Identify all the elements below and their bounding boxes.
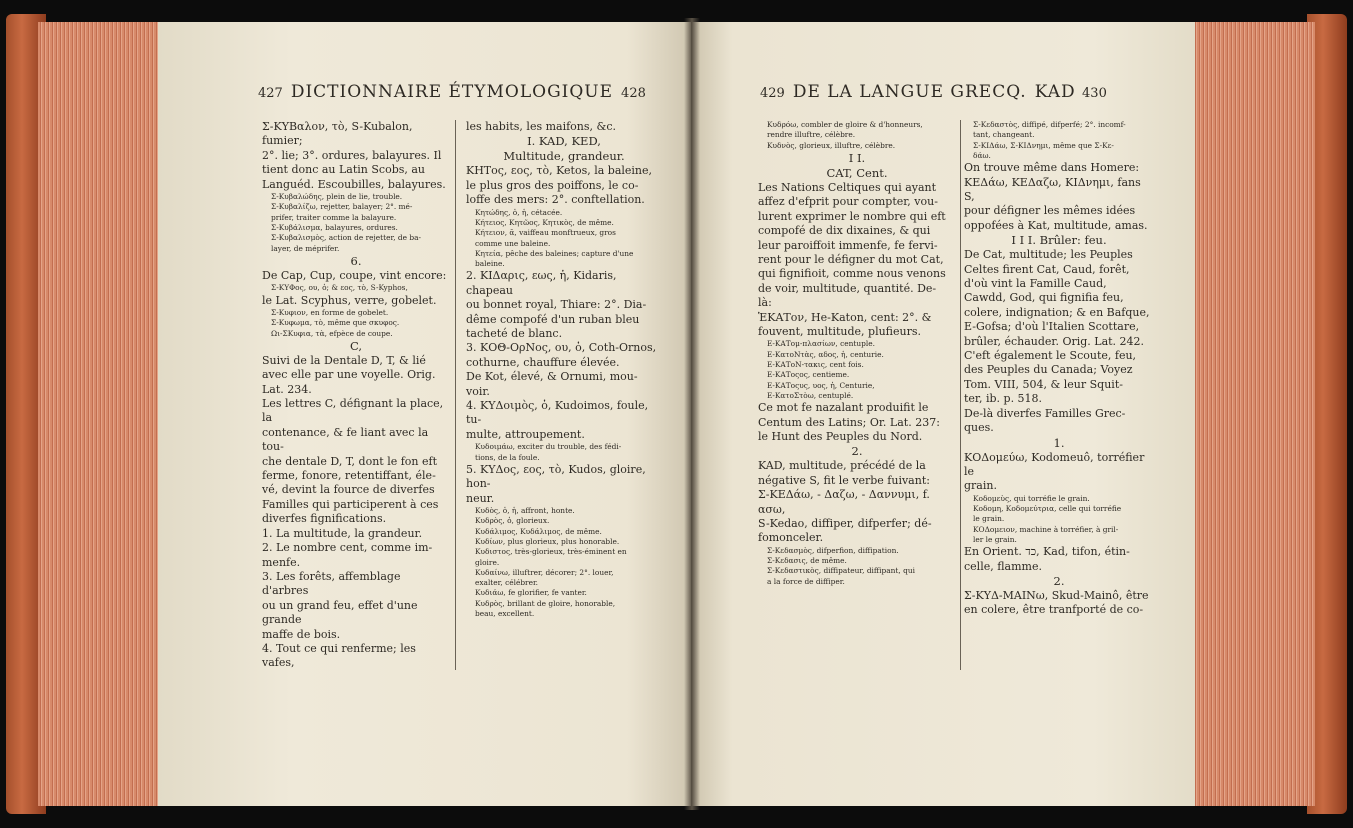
text-line: ter, ib. p. 518. [964, 392, 1043, 406]
sub-entry-line: Σ-Κυφωμα, τὸ, même que σκυφος. [271, 318, 400, 328]
text-line: qui fignifioit, comme nous venons [758, 267, 946, 281]
right-running-head [760, 82, 1107, 102]
text-line: cothurne, chauffure élevée. [466, 355, 620, 369]
text-line: en colere, être tranfporté de co- [964, 603, 1144, 617]
sub-entry-line: Σ-ΚΙΔάω, Σ-ΚΙΔνημι, même que Σ-Κε- [973, 140, 1114, 150]
text-line: Suivi de la Dentale D, T, & lié [262, 353, 426, 367]
text-line: S-Kedao, diffiper, difperfer; dé- [758, 516, 932, 530]
text-line: che dentale D, T, dont le fon eft [262, 454, 437, 468]
sub-entry-line: Κυδρόω, combler de gloire & d'honneurs, [767, 120, 923, 129]
text-line: contenance, & fe liant avec la tou- [262, 425, 429, 454]
sub-entry-line: Ε-ΚΑΤοΝ-τακις, cent fois. [767, 359, 864, 369]
sub-entry-line: Κυδνὸς, glorieux, illuftre, célèbre. [767, 140, 896, 150]
text-line: Lat. 234. [262, 382, 312, 396]
text-line: multe, attroupement. [466, 427, 585, 441]
text-line: 2. ΚΙΔαρις, εως, ἡ, Kidaris, chapeau [466, 269, 617, 297]
text-line: 2. Le nombre cent, comme im- [262, 541, 433, 555]
text-line: diverfes fignifications. [262, 512, 387, 526]
sub-entry-line: gloire. [475, 557, 500, 567]
page-number: 430 [1082, 86, 1107, 101]
section-heading: I I I. Brûler: feu. [1011, 233, 1107, 248]
text-line: affez d'efprit pour compter, vou- [758, 195, 938, 209]
sub-entry-line: Κοδομη, Κοδομεύτρια, celle qui torréfie [973, 504, 1122, 514]
sub-entry-line: le grain. [973, 514, 1005, 524]
text-line: celle, flamme. [964, 559, 1042, 573]
sub-entry-line: Σ-Κεδασμὸς, difperfion, diffipation. [767, 545, 899, 555]
text-line: ques. [964, 421, 994, 435]
sub-entry-line: Κητώδης, ὁ, ἡ, cétacée. [475, 207, 563, 217]
text-line: De Cap, Cup, coupe, vint encore: [262, 268, 447, 282]
text-line: négative S, fit le verbe fuivant: [758, 473, 930, 487]
text-line: ΚΗΤος, εος, τὸ, Ketos, la baleine, [466, 164, 653, 178]
text-line: rent pour le défigner du mot Cat, [758, 252, 944, 266]
section-heading: 2. [851, 444, 863, 459]
text-line: De Cat, multitude; les Peuples [964, 248, 1133, 262]
text-line: brûler, échauder. Orig. Lat. 242. [964, 334, 1145, 348]
page-number: 428 [621, 86, 646, 101]
sub-entry-line: Κυδιστος, très-glorieux, très-éminent en [475, 547, 627, 557]
text-line: leur paroiffoit immenfe, fe fervi- [758, 238, 938, 252]
text-line: De Kot, élevé, & Ornumi, mou- [466, 370, 638, 384]
text-line: voir. [466, 384, 490, 398]
sub-entry-line: beau, excellent. [475, 609, 535, 619]
text-line: De-là diverfes Familles Grec- [964, 406, 1126, 420]
sub-entry-line: Κυδάλιμος, Κυδάλιμος, de même. [475, 526, 602, 536]
text-line: fomonceler. [758, 531, 824, 545]
sub-entry-line: Σ-Κεδαστικὸς, diffipateur, diffipant, qui [767, 566, 915, 576]
text-line: le plus gros des poiffons, le co- [466, 178, 639, 192]
sub-entry-line: prifer, traiter comme la balayure. [271, 212, 397, 222]
sub-entry-line: Ε-ΚΑΤομ-πλασίων, centuple. [767, 339, 875, 349]
text-line: tient donc au Latin Scobs, au [262, 163, 426, 177]
sub-entry-line: Σ-Κυβαλώδης, plein de lie, trouble. [271, 192, 403, 202]
text-line: grain. [964, 479, 997, 493]
sub-entry-line: baleine. [475, 259, 505, 269]
sub-entry-line: Κυδρὸς, ὁ, glorieux. [475, 516, 550, 526]
text-line: Les lettres C, défignant la place, la [262, 397, 444, 425]
sub-entry-line: Σ-ΚΥΦος, ου, ὁ; & εος, τὸ, S-Kyphos, [271, 283, 408, 293]
section-heading: 2. [1053, 574, 1065, 589]
column-rule [960, 120, 961, 670]
sub-entry-line: Κήτειον, ᾱ, vaiffeau monftrueux, gros [475, 228, 616, 238]
sub-entry-line: Σ-Κεδασις, de même. [767, 556, 847, 566]
sub-entry-line: Κυδίων, plus glorieux, plus honorable. [475, 536, 620, 546]
text-line: colere, indignation; & en Bafque, [964, 305, 1150, 319]
sub-entry-line: Σ-Κυβάλισμα, balayures, ordures. [271, 222, 398, 232]
text-line: les habits, les maifons, &c. [466, 120, 616, 133]
column-rule [455, 120, 456, 670]
text-line: En Orient. כד, Kad, tifon, étin- [964, 545, 1130, 559]
sub-entry-line: Κητεία, pêche des baleines; capture d'une [475, 248, 634, 258]
text-line: pour défigner les mêmes idées [964, 204, 1136, 218]
right-page [692, 22, 1195, 806]
text-line: là: [758, 296, 772, 310]
text-line: tacheté de blanc. [466, 327, 563, 341]
sub-entry-line: tant, changeant. [973, 130, 1035, 140]
text-line: ΚΕΔάω, ΚΕΔαζω, ΚΙΔνημι, fans S, [964, 175, 1141, 203]
text-line: Σ-ΚΥΒαλον, τὸ, S-Kubalon, fumier; [262, 120, 413, 148]
text-line: fouvent, multitude, plufieurs. [758, 324, 921, 338]
text-line: 4. ΚΥΔοιμὸς, ὁ, Kudoimos, foule, tu- [466, 399, 649, 427]
section-heading: C, [349, 338, 363, 353]
text-line: d'où vint la Famille Caud, [964, 277, 1107, 291]
text-line: dême compofé d'un ruban bleu [466, 312, 640, 326]
section-heading: I I. [848, 150, 866, 165]
sub-entry-line: Σ-Κυβαλίζω, rejetter, balayer; 2°. mé- [271, 202, 413, 212]
book-gutter [684, 18, 700, 810]
right-column-2 [964, 120, 1154, 618]
text-line: compofé de dix dixaines, & qui [758, 224, 931, 238]
sub-entry-line: Σ-Κυβαλισμὸς, action de rejetter, de ba- [271, 233, 422, 243]
sub-entry-line: comme une baleine. [475, 238, 551, 248]
sub-entry-line: Ε-ΚΑΤοςυς, υος, ἡ, Centurie, [767, 380, 875, 390]
text-line: ou un grand feu, effet d'une grande [262, 598, 418, 627]
sub-entry-line: Κυδρὸς, brillant de gloire, honorable, [475, 598, 616, 608]
sub-entry-line: Ε-ΚατοΣτὸω, centuplé. [767, 390, 854, 400]
text-line: ou bonnet royal, Thiare: 2°. Dia- [466, 298, 647, 312]
section-key: KAD [1034, 82, 1076, 102]
text-line: oppofées à Kat, multitude, amas. [964, 218, 1148, 232]
text-line: ΚΟΔομεύω, Kodomeuô, torréfier le [964, 450, 1145, 478]
text-line: vé, devint la fource de diverfes [262, 483, 435, 497]
text-line: 4. Tout ce qui renferme; les vafes, [262, 641, 416, 670]
text-line: lurent exprimer le nombre qui eft [758, 209, 946, 223]
page-number: 429 [760, 86, 785, 101]
sub-entry-line: Κυδοιμάω, exciter du trouble, des fédi- [475, 442, 622, 452]
page-edges-right [1193, 22, 1315, 806]
left-running-head [258, 82, 646, 102]
text-line: Ce mot fe nazalant produifit le [758, 401, 929, 415]
sub-entry-line: rendre illuftre, célèbre. [767, 130, 856, 140]
text-line: menfe. [262, 555, 301, 569]
left-column-2 [466, 120, 662, 619]
text-line: Familles qui participerent à ces [262, 497, 439, 511]
sub-entry-line: exalter, célébrer. [475, 578, 539, 588]
sub-entry-line: layer, de méprifer. [271, 243, 340, 253]
sub-entry-line: Κήτειος, Κητῶος, Κητικὸς, de même. [475, 217, 614, 227]
text-line: avec elle par une voyelle. Orig. [262, 368, 436, 382]
sub-entry-line: Ωι-ΣΚυφια, τὰ, efpèce de coupe. [271, 328, 393, 338]
section-heading: 6. [350, 253, 362, 268]
text-line: maffe de bois. [262, 627, 341, 641]
text-line: 3. Les forêts, affemblage d'arbres [262, 569, 401, 598]
sub-entry-line: Κυδαίνω, illuftrer, décorer; 2°. louer, [475, 567, 614, 577]
text-line: E-Gofsa; d'où l'Italien Scottare, [964, 320, 1140, 334]
left-page [158, 22, 691, 806]
sub-entry-line: Σ-Κεδαστὸς, diffipé, difperfé; 2°. incomf- [973, 120, 1126, 129]
text-line: Centum des Latins; Or. Lat. 237: [758, 415, 940, 429]
text-line: 5. ΚΥΔος, εος, τὸ, Kudos, gloire, hon- [466, 462, 646, 491]
sub-entry-line: ΚΟΔομειον, machine à torréfier, à gril- [973, 524, 1119, 534]
text-line: Celtes firent Cat, Caud, forêt, [964, 262, 1130, 276]
sub-entry-line: Ε-ΚΑΤοςος, centieme. [767, 370, 850, 380]
section-heading: I. KAD, KED, [527, 134, 601, 149]
sub-entry-line: Ε-ΚατοΝτὰς, αδος, ἡ, centurie. [767, 349, 884, 359]
sub-entry-line: ler le grain. [973, 534, 1017, 544]
text-line: le Lat. Scyphus, verre, gobelet. [262, 293, 437, 307]
sub-entry-line: Κυδιάω, fe glorifier, fe vanter. [475, 588, 587, 598]
text-line: des Peuples du Canada; Voyez [964, 363, 1133, 377]
text-line: Σ-ΚΕΔάω, - Δαζω, - Δαννυμι, f. ασω, [758, 488, 930, 516]
text-line: 1. La multitude, la grandeur. [262, 526, 423, 540]
text-line: Languéd. Escoubilles, balayures. [262, 177, 446, 191]
sub-entry-line: Κοδομεὺς, qui torréfie le grain. [973, 493, 1090, 503]
sub-entry-line: tions, de la foule. [475, 452, 540, 462]
text-line: Σ-ΚΥΔ-ΜΑΙΝω, Skud-Mainô, être [964, 589, 1149, 603]
sub-entry-line: a la force de diffiper. [767, 576, 845, 586]
section-heading: CAT, Cent. [826, 165, 888, 180]
sub-entry-line: δάω. [973, 150, 991, 160]
page-edges-left [38, 22, 160, 806]
left-column-1 [262, 120, 450, 671]
text-line: 3. ΚΟΘ-ΟρΝος, ου, ὁ, Coth-Ornos, [466, 341, 657, 355]
text-line: C'eft également le Scoute, feu, [964, 349, 1137, 363]
section-heading: 1. [1053, 435, 1065, 450]
text-line: ferme, fonore, retentiffant, éle- [262, 469, 436, 483]
section-heading: Multitude, grandeur. [503, 149, 625, 164]
page-number: 427 [258, 86, 283, 101]
running-title: DICTIONNAIRE ÉTYMOLOGIQUE [290, 82, 614, 102]
text-line: loffe des mers: 2°. conftellation. [466, 193, 645, 207]
sub-entry-line: Σ-Κυφιον, en forme de gobelet. [271, 307, 389, 317]
right-column-1 [758, 120, 956, 587]
running-title: DE LA LANGUE GRECQ. [792, 82, 1027, 102]
text-line: Les Nations Celtiques qui ayant [758, 180, 937, 194]
text-line: le Hunt des Peuples du Nord. [758, 429, 923, 443]
text-line: Cawdd, God, qui fignifia feu, [964, 291, 1124, 305]
text-line: ἙΚΑΤον, He-Katon, cent: 2°. & [758, 310, 932, 324]
sub-entry-line: Κυδὸς, ὁ, ἡ, affront, honte. [475, 506, 575, 516]
text-line: On trouve même dans Homere: [964, 161, 1140, 175]
text-line: KAD, multitude, précédé de la [758, 459, 926, 473]
text-line: de voir, multitude, quantité. De- [758, 281, 937, 295]
text-line: neur. [466, 491, 495, 505]
text-line: Tom. VIII, 504, & leur Squit- [964, 377, 1123, 391]
text-line: 2°. lie; 3°. ordures, balayures. Il [262, 148, 442, 162]
